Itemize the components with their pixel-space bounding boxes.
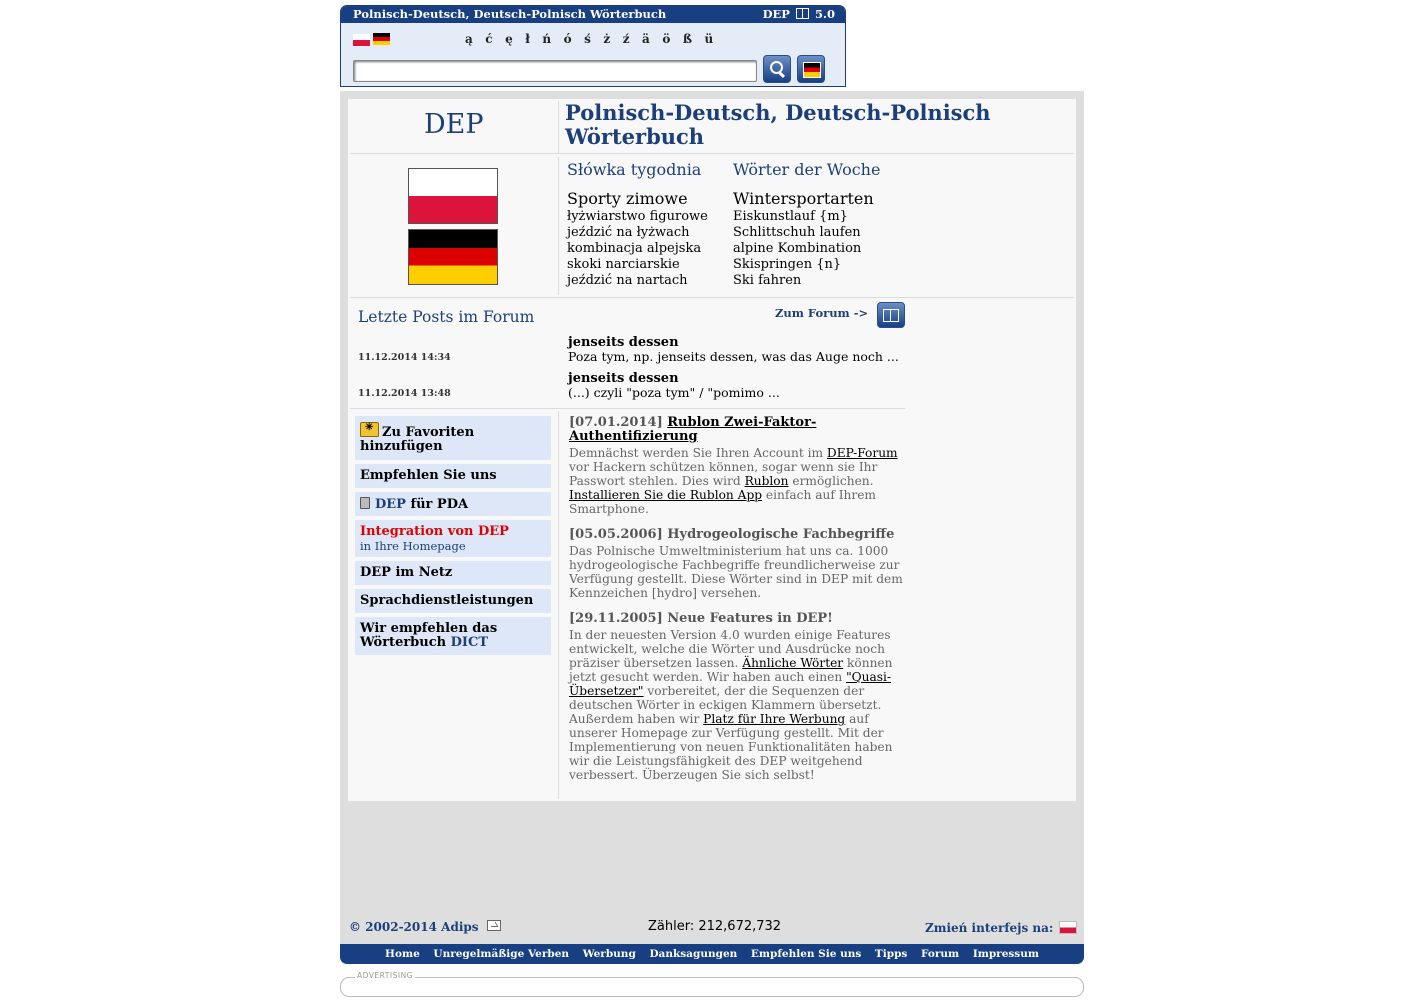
forum-heading: Letzte Posts im Forum <box>358 308 535 326</box>
char-button[interactable]: ł <box>525 32 530 46</box>
nav-thanks[interactable]: Danksagungen <box>649 948 738 960</box>
char-button[interactable]: ö <box>662 32 671 46</box>
visit-counter: Zähler: 212,672,732 <box>648 919 782 934</box>
news-title: Hydrogeologische Fachbegriffe <box>667 527 895 542</box>
weekly-words-heading-pl: Słówka tygodnia <box>567 160 702 179</box>
german-flag-icon[interactable] <box>373 33 390 45</box>
favorites-folder-icon <box>360 422 379 437</box>
char-button[interactable]: ź <box>622 32 630 46</box>
nav-imprint[interactable]: Impressum <box>972 948 1039 960</box>
copyright: © 2002-2014 Adips <box>349 920 501 934</box>
advertising-box <box>340 977 1084 997</box>
menu-label: Zu Favoriten hinzufügen <box>360 425 475 454</box>
menu-label: für PDA <box>405 497 469 512</box>
menu-label: Integration von DEP <box>360 524 509 539</box>
divider <box>558 411 559 799</box>
char-button[interactable]: ś <box>584 32 591 46</box>
recommend-us-link[interactable]: Empfehlen Sie uns <box>355 464 551 488</box>
news-link[interactable]: Ähnliche Wörter <box>742 656 844 670</box>
search-panel <box>340 5 846 87</box>
version-label <box>763 6 835 23</box>
list-item: Skispringen {n} <box>733 257 842 272</box>
news-link[interactable]: Platz für Ihre Werbung <box>703 712 846 726</box>
forum-button[interactable] <box>877 302 905 328</box>
polish-flag-icon <box>408 168 498 224</box>
german-flag-icon <box>408 229 498 285</box>
menu-label-dep: DEP <box>375 497 406 512</box>
nav-advertising[interactable]: Werbung <box>582 948 636 960</box>
pda-link[interactable] <box>355 492 551 516</box>
news-link[interactable]: Rublon <box>744 474 789 488</box>
menu-sublabel: in Ihre Homepage <box>360 539 466 553</box>
nav-forum[interactable]: Forum <box>920 948 960 960</box>
divider <box>350 153 1074 154</box>
char-button[interactable]: ą <box>465 32 473 46</box>
news-body: Das Polnische Umweltministerium hat uns ca. 1000 hydrogeologische Fachbegriffe freundlicherweise zur Verfügung gestellt. Diese Wörter sind in DEP mit dem Kennzeichen [hydro] versehen. <box>569 544 903 600</box>
forum-post-title[interactable]: jenseits dessen <box>568 371 679 386</box>
polish-flag-icon[interactable] <box>1059 921 1077 934</box>
news-section <box>569 416 903 794</box>
special-characters <box>465 32 726 46</box>
book-icon <box>883 309 899 322</box>
search-button[interactable] <box>763 55 791 83</box>
news-title: Neue Features in DEP! <box>667 611 833 626</box>
list-item: skoki narciarskie <box>567 257 680 272</box>
divider <box>350 297 1074 298</box>
weekly-words-heading-de: Wörter der Woche <box>733 160 881 179</box>
dict-link[interactable]: DICT <box>450 635 488 650</box>
search-panel-header <box>341 6 845 23</box>
news-body: In der neuesten Version 4.0 wurden einige Features entwickelt, welche die Wörter und Ausdrücke noch präziser übersetzen lassen. Ähnliche Wörter können jetzt gesucht werden. Wir haben auch einen "Quasi-Übersetzer" vorbereitet, der die Sequenzen der deutschen Wörter in eckigen Klammern übersetzt. Außerdem haben wir Platz für Ihre Werbung auf unserer Homepage zur Verfügung gestellt. Mit der Implementierung von neuen Funktionalitäten haben wir die Leistungsfähigkeit des DEP weitgehend verbessert. Überzeugen Sie sich selbst! <box>569 628 893 782</box>
news-title-link[interactable]: Rublon Zwei-Faktor-Authentifizierung <box>569 415 817 444</box>
char-button[interactable]: ż <box>603 32 611 46</box>
language-services-link[interactable]: Sprachdienstleistungen <box>355 589 551 613</box>
list-item: jeździć na łyżwach <box>567 225 690 240</box>
forum-link[interactable]: Zum Forum -> <box>775 306 869 320</box>
char-button[interactable]: ń <box>542 32 552 46</box>
char-button[interactable]: ä <box>642 32 650 46</box>
divider <box>558 157 559 295</box>
news-link[interactable]: "Quasi-Übersetzer" <box>569 670 892 698</box>
list-item: Schlittschuh laufen <box>733 225 861 240</box>
news-item <box>569 612 903 782</box>
menu-label-line2: Wörterbuch DICT <box>360 635 488 650</box>
news-item <box>569 416 903 516</box>
language-direction-button[interactable] <box>797 55 825 83</box>
char-button[interactable]: ó <box>563 32 572 46</box>
list-item: Eiskunstlauf {m} <box>733 209 848 224</box>
news-heading: [07.01.2014] Rublon Zwei-Faktor-Authentifizierung <box>569 415 817 444</box>
menu-label: Wir empfehlen das <box>360 621 498 636</box>
forum-post-title[interactable]: jenseits dessen <box>568 335 679 350</box>
divider <box>558 101 559 153</box>
char-button[interactable]: ć <box>485 32 493 46</box>
nav-irregular-verbs[interactable]: Unregelmäßige Verben <box>433 948 570 960</box>
weekly-words-list-de <box>733 209 861 289</box>
list-item: alpine Kombination <box>733 241 862 256</box>
news-item <box>569 528 903 600</box>
logo: DEP <box>424 109 484 140</box>
content-panel <box>348 99 1076 801</box>
char-button[interactable]: ß <box>682 32 692 46</box>
add-to-favorites-button[interactable] <box>355 416 551 460</box>
forum-post-excerpt[interactable]: Poza tym, np. jenseits dessen, was das Auge noch ... <box>568 349 899 364</box>
version-number: 5.0 <box>814 7 835 21</box>
interface-switch-label: Zmień interfejs na: <box>925 921 1054 935</box>
weekly-words-list-pl <box>567 209 708 289</box>
integration-link[interactable] <box>355 520 551 557</box>
list-item: Ski fahren <box>733 273 802 288</box>
german-flag-icon <box>803 62 821 78</box>
news-link[interactable]: Installieren Sie die Rublon App <box>569 488 763 502</box>
version-prefix: DEP <box>762 7 790 21</box>
footer-nav <box>340 944 1084 964</box>
page-title: Polnisch-Deutsch, Deutsch-Polnisch Wörterbuch <box>565 100 991 149</box>
polish-flag-icon[interactable] <box>353 34 370 46</box>
nav-home[interactable]: Home <box>385 948 420 960</box>
forum-post-excerpt[interactable]: (...) czyli "poza tym" / "pomimo ... <box>568 385 780 400</box>
search-panel-title: Polnisch-Deutsch, Deutsch-Polnisch Wörterbuch <box>353 7 667 21</box>
forum-post-date: 11.12.2014 13:48 <box>358 388 451 399</box>
search-input[interactable] <box>353 60 757 82</box>
advertising-label: ADVERTISING <box>357 971 413 980</box>
recommend-dict-link[interactable] <box>355 617 551 655</box>
list-item: kombinacja alpejska <box>567 241 702 256</box>
news-link[interactable]: DEP-Forum <box>826 446 898 460</box>
main-frame <box>340 91 1084 944</box>
list-item: jeździć na nartach <box>567 273 688 288</box>
char-button[interactable]: ę <box>505 32 513 46</box>
nav-tips[interactable]: Tipps <box>874 948 908 960</box>
pda-icon <box>360 497 370 509</box>
news-heading: [29.11.2005] Neue Features in DEP! <box>569 611 833 626</box>
news-heading: [05.05.2006] Hydrogeologische Fachbegriffe <box>569 527 895 542</box>
weekly-topic-de: Wintersportarten <box>733 189 874 208</box>
divider <box>350 408 905 409</box>
book-icon <box>796 8 809 19</box>
news-body: Demnächst werden Sie Ihren Account im DEP-Forum vor Hackern schützen können, sogar wenn sie Ihr Passwort stehlen. Dies wird Rublon ermöglichen. Installieren Sie die Rublon App einfach auf Ihrem Smartphone. <box>569 446 898 516</box>
weekly-topic-pl: Sporty zimowe <box>567 189 688 208</box>
mail-icon[interactable] <box>487 920 501 931</box>
nav-recommend[interactable]: Empfehlen Sie uns <box>750 948 862 960</box>
list-item: łyżwiarstwo figurowe <box>567 209 708 224</box>
dep-in-net-link[interactable]: DEP im Netz <box>355 561 551 585</box>
char-button[interactable]: ü <box>704 32 714 46</box>
forum-post-date: 11.12.2014 14:34 <box>358 352 451 363</box>
